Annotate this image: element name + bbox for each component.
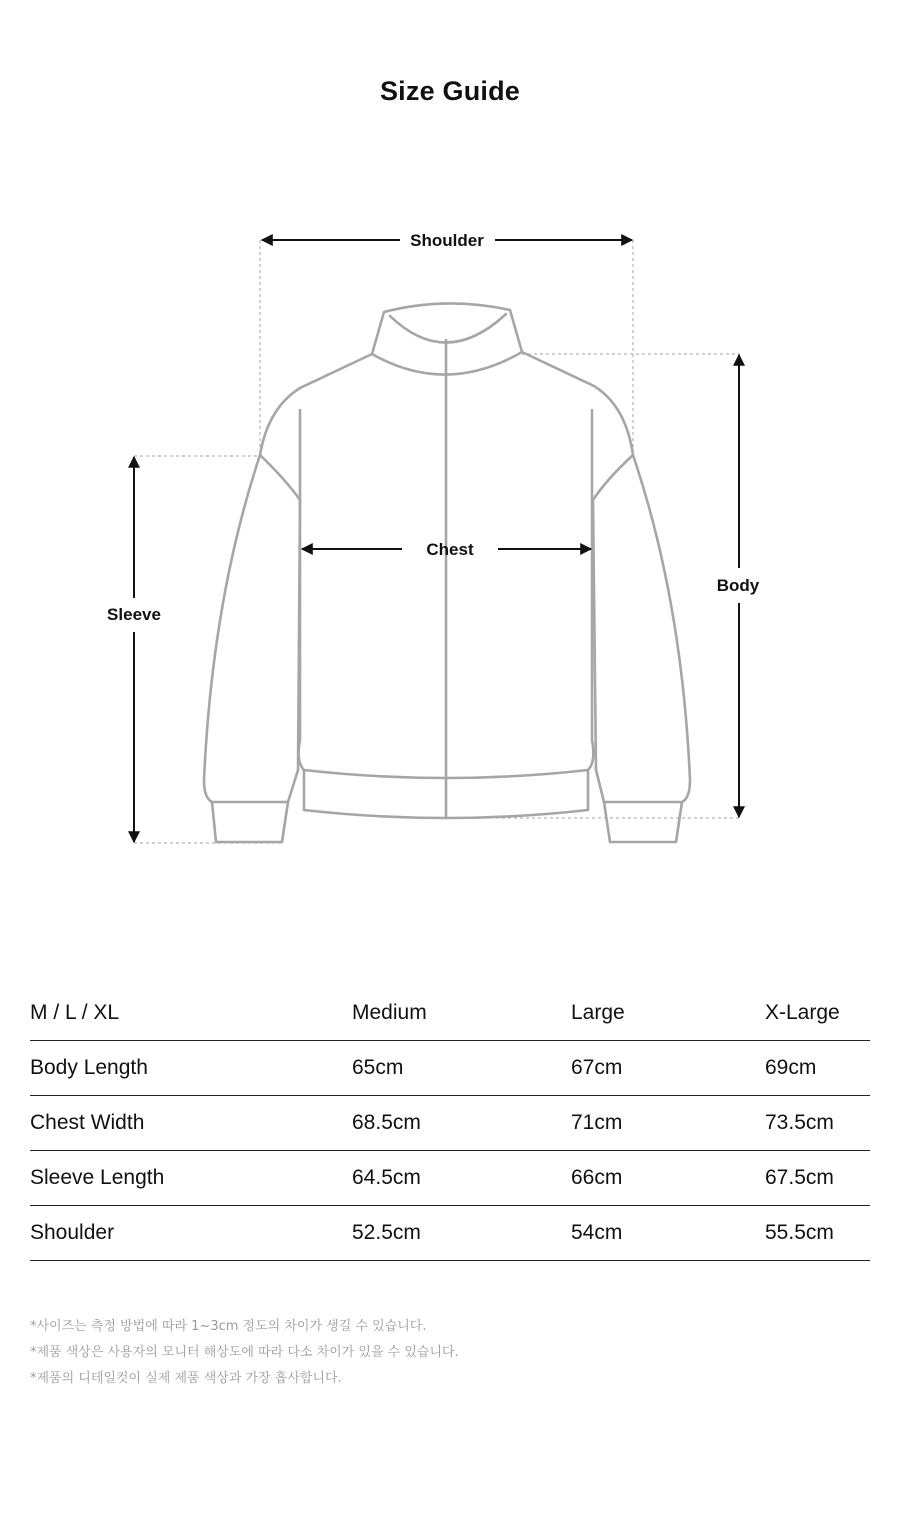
shoulder-label: Shoulder [410, 231, 484, 250]
note-measurement: *사이즈는 측정 방법에 따라 1~3cm 정도의 차이가 생길 수 있습니다. [30, 1319, 427, 1334]
cell-xlarge: 67.5cm [765, 1151, 870, 1206]
body-right-edge [588, 410, 593, 770]
header-cell-medium: Medium [352, 985, 571, 1041]
table-row [30, 1206, 870, 1261]
header-cell-large: Large [571, 985, 765, 1041]
row-label: Sleeve Length [30, 1151, 352, 1206]
size-table [30, 985, 870, 1261]
row-label: Body Length [30, 1041, 352, 1096]
chest-label: Chest [426, 540, 474, 559]
header-cell-xlarge: X-Large [765, 985, 870, 1041]
left-cuff [212, 802, 288, 842]
size-notes [30, 1314, 870, 1392]
table-header-row [30, 985, 870, 1041]
cell-xlarge: 55.5cm [765, 1206, 870, 1261]
sleeve-label: Sleeve [107, 605, 161, 624]
note-detail: *제품의 디테일컷이 실제 제품 색상과 가장 흡사합니다. [30, 1371, 342, 1386]
cell-medium: 65cm [352, 1041, 571, 1096]
table-row [30, 1041, 870, 1096]
note-color: *제품 색상은 사용자의 모니터 해상도에 따라 다소 차이가 있을 수 있습니다. [30, 1345, 459, 1360]
row-label: Chest Width [30, 1096, 352, 1151]
body-label: Body [716, 576, 760, 595]
cell-large: 71cm [571, 1096, 765, 1151]
cell-large: 66cm [571, 1151, 765, 1206]
cell-large: 67cm [571, 1041, 765, 1096]
jacket-left-side [260, 354, 372, 455]
cell-large: 54cm [571, 1206, 765, 1261]
table-row [30, 1151, 870, 1206]
right-sleeve [593, 455, 690, 802]
header-cell-size: M / L / XL [30, 985, 352, 1041]
right-cuff [604, 802, 682, 842]
cell-xlarge: 69cm [765, 1041, 870, 1096]
cell-xlarge: 73.5cm [765, 1096, 870, 1151]
left-sleeve [204, 455, 300, 802]
body-left-edge [299, 410, 304, 770]
page-title: Size Guide [379, 76, 521, 106]
jacket-outline [204, 303, 690, 842]
cell-medium: 68.5cm [352, 1096, 571, 1151]
cell-medium: 52.5cm [352, 1206, 571, 1261]
jacket-right-side [522, 352, 633, 455]
cell-medium: 64.5cm [352, 1151, 571, 1206]
row-label: Shoulder [30, 1206, 352, 1261]
collar-inner [390, 314, 506, 343]
table-row [30, 1096, 870, 1151]
